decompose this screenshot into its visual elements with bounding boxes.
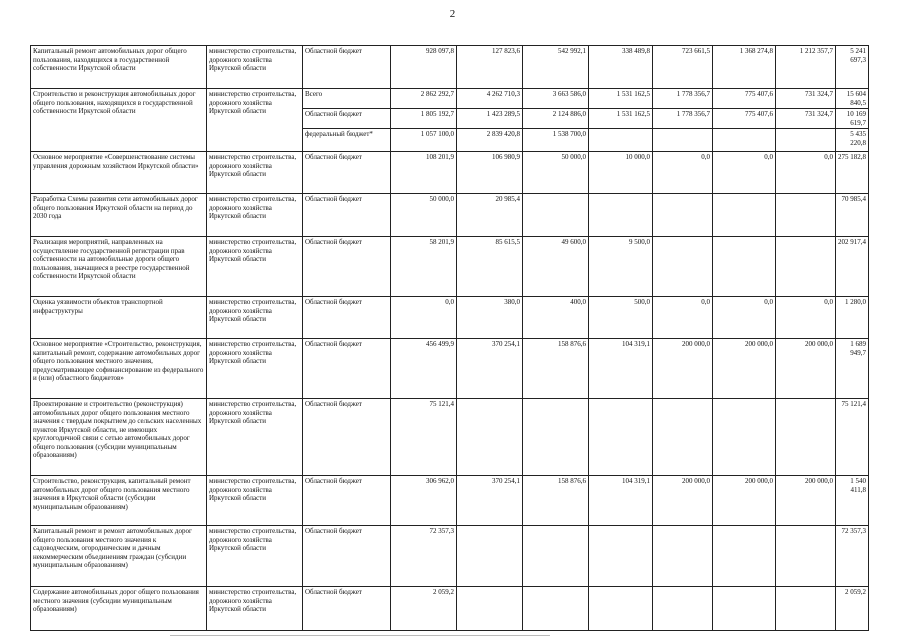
- funding-source-cell: Областной бюджет: [303, 297, 391, 339]
- year-value-cell: [776, 526, 836, 587]
- year-value-cell: 731 324,7: [776, 89, 836, 109]
- year-value-cell: [713, 526, 776, 587]
- year-value-cell: 20 985,4: [457, 194, 523, 237]
- year-value-cell: 49 600,0: [523, 237, 589, 297]
- total-value-cell: 275 182,8: [836, 152, 869, 194]
- year-value-cell: [457, 587, 523, 631]
- year-value-cell: 1 778 356,7: [653, 89, 713, 109]
- funding-source-cell: Областной бюджет: [303, 194, 391, 237]
- year-value-cell: 338 489,8: [589, 46, 653, 89]
- year-value-cell: 127 823,6: [457, 46, 523, 89]
- year-value-cell: 2 862 292,7: [391, 89, 457, 109]
- total-value-cell: 15 604 840,5: [836, 89, 869, 109]
- year-value-cell: [589, 526, 653, 587]
- year-value-cell: 200 000,0: [713, 339, 776, 399]
- year-value-cell: [457, 526, 523, 587]
- year-value-cell: 1 212 357,7: [776, 46, 836, 89]
- year-value-cell: [713, 237, 776, 297]
- total-value-cell: 1 280,0: [836, 297, 869, 339]
- table-row: [31, 237, 869, 297]
- year-value-cell: 370 254,1: [457, 476, 523, 526]
- year-value-cell: [776, 399, 836, 476]
- year-value-cell: [713, 129, 776, 152]
- year-value-cell: 104 319,1: [589, 476, 653, 526]
- total-value-cell: 1 689 949,7: [836, 339, 869, 399]
- year-value-cell: [713, 399, 776, 476]
- year-value-cell: 1 538 700,0: [523, 129, 589, 152]
- year-value-cell: 0,0: [653, 297, 713, 339]
- executor-cell: министерство строительства, дорожного хозяйства Иркутской области: [207, 237, 303, 297]
- executor-cell: министерство строительства, дорожного хозяйства Иркутской области: [207, 476, 303, 526]
- year-value-cell: [589, 587, 653, 631]
- budget-table: [30, 45, 869, 631]
- year-value-cell: [653, 237, 713, 297]
- year-value-cell: 104 319,1: [589, 339, 653, 399]
- year-value-cell: 542 992,1: [523, 46, 589, 89]
- funding-source-cell: Областной бюджет: [303, 339, 391, 399]
- scan-edge-line: [170, 635, 550, 636]
- year-value-cell: 2 124 886,0: [523, 109, 589, 129]
- year-value-cell: 75 121,4: [391, 399, 457, 476]
- table-row: [31, 526, 869, 587]
- table-row: [31, 399, 869, 476]
- year-value-cell: 2 059,2: [391, 587, 457, 631]
- table-row: [31, 152, 869, 194]
- year-value-cell: 1 778 356,7: [653, 109, 713, 129]
- table-row: [31, 339, 869, 399]
- table-row: [31, 194, 869, 237]
- year-value-cell: 200 000,0: [776, 339, 836, 399]
- table-row: [31, 476, 869, 526]
- year-value-cell: [776, 194, 836, 237]
- year-value-cell: 380,0: [457, 297, 523, 339]
- year-value-cell: 0,0: [776, 297, 836, 339]
- executor-cell: министерство строительства, дорожного хозяйства Иркутской области: [207, 194, 303, 237]
- executor-cell: министерство строительства, дорожного хозяйства Иркутской области: [207, 399, 303, 476]
- year-value-cell: 106 980,9: [457, 152, 523, 194]
- activity-name-cell: Разработка Схемы развития сети автомобильных дорог общего пользования Иркутской области на период до 2030 года: [31, 194, 207, 237]
- year-value-cell: 1 368 274,8: [713, 46, 776, 89]
- executor-cell: министерство строительства, дорожного хозяйства Иркутской области: [207, 152, 303, 194]
- funding-source-cell: Областной бюджет: [303, 152, 391, 194]
- funding-source-cell: федеральный бюджет*: [303, 129, 391, 152]
- total-value-cell: 10 169 619,7: [836, 109, 869, 129]
- year-value-cell: 72 357,3: [391, 526, 457, 587]
- activity-name-cell: Строительство и реконструкция автомобильных дорог общего пользования, находящихся в государственной собственности Иркутской области: [31, 89, 207, 152]
- funding-source-cell: Областной бюджет: [303, 109, 391, 129]
- year-value-cell: [653, 587, 713, 631]
- activity-name-cell: Содержание автомобильных дорог общего пользования местного значения (субсидии муниципальным образованиям): [31, 587, 207, 631]
- year-value-cell: [589, 194, 653, 237]
- year-value-cell: [776, 237, 836, 297]
- year-value-cell: [713, 194, 776, 237]
- year-value-cell: 723 661,5: [653, 46, 713, 89]
- total-value-cell: 1 540 411,8: [836, 476, 869, 526]
- year-value-cell: 2 839 420,8: [457, 129, 523, 152]
- year-value-cell: [776, 129, 836, 152]
- year-value-cell: 1 805 192,7: [391, 109, 457, 129]
- table-row: [31, 89, 869, 109]
- year-value-cell: 58 201,9: [391, 237, 457, 297]
- activity-name-cell: Реализация мероприятий, направленных на осуществление государственной регистрации прав собственности на автомобильные дороги общего пользования, значащиеся в реестре государственной собственности Иркутской области: [31, 237, 207, 297]
- year-value-cell: [523, 587, 589, 631]
- year-value-cell: 731 324,7: [776, 109, 836, 129]
- total-value-cell: 2 059,2: [836, 587, 869, 631]
- year-value-cell: 9 500,0: [589, 237, 653, 297]
- year-value-cell: 500,0: [589, 297, 653, 339]
- year-value-cell: [589, 399, 653, 476]
- year-value-cell: 1 423 289,5: [457, 109, 523, 129]
- executor-cell: министерство строительства, дорожного хозяйства Иркутской области: [207, 89, 303, 152]
- table-row: [31, 587, 869, 631]
- funding-source-cell: Областной бюджет: [303, 476, 391, 526]
- year-value-cell: 200 000,0: [776, 476, 836, 526]
- year-value-cell: 928 097,8: [391, 46, 457, 89]
- year-value-cell: 50 000,0: [523, 152, 589, 194]
- funding-source-cell: Областной бюджет: [303, 237, 391, 297]
- funding-source-cell: Областной бюджет: [303, 526, 391, 587]
- activity-name-cell: Строительство, реконструкция, капитальный ремонт автомобильных дорог общего пользования местного значения в Иркутской области (субсидии муниципальным образованиям): [31, 476, 207, 526]
- executor-cell: министерство строительства, дорожного хозяйства Иркутской области: [207, 297, 303, 339]
- year-value-cell: 370 254,1: [457, 339, 523, 399]
- year-value-cell: 200 000,0: [653, 339, 713, 399]
- year-value-cell: 200 000,0: [713, 476, 776, 526]
- year-value-cell: [713, 587, 776, 631]
- year-value-cell: 0,0: [776, 152, 836, 194]
- total-value-cell: 72 357,3: [836, 526, 869, 587]
- year-value-cell: 0,0: [653, 152, 713, 194]
- year-value-cell: 775 407,6: [713, 109, 776, 129]
- year-value-cell: 0,0: [391, 297, 457, 339]
- total-value-cell: 202 917,4: [836, 237, 869, 297]
- year-value-cell: [457, 399, 523, 476]
- year-value-cell: 0,0: [713, 152, 776, 194]
- year-value-cell: [653, 194, 713, 237]
- funding-source-cell: Областной бюджет: [303, 46, 391, 89]
- year-value-cell: 1 057 100,0: [391, 129, 457, 152]
- funding-source-cell: Областной бюджет: [303, 399, 391, 476]
- year-value-cell: 306 962,0: [391, 476, 457, 526]
- total-value-cell: 5 435 220,8: [836, 129, 869, 152]
- total-value-cell: 75 121,4: [836, 399, 869, 476]
- year-value-cell: [776, 587, 836, 631]
- table-row: [31, 46, 869, 89]
- year-value-cell: 108 201,9: [391, 152, 457, 194]
- year-value-cell: [523, 526, 589, 587]
- year-value-cell: 400,0: [523, 297, 589, 339]
- year-value-cell: 158 876,6: [523, 339, 589, 399]
- page-number: 2: [449, 8, 456, 20]
- executor-cell: министерство строительства, дорожного хозяйства Иркутской области: [207, 587, 303, 631]
- year-value-cell: 1 531 162,5: [589, 109, 653, 129]
- year-value-cell: 10 000,0: [589, 152, 653, 194]
- table-row: [31, 297, 869, 339]
- year-value-cell: 50 000,0: [391, 194, 457, 237]
- year-value-cell: [523, 194, 589, 237]
- year-value-cell: [523, 399, 589, 476]
- scan-edge: [0, 632, 905, 640]
- funding-source-cell: Областной бюджет: [303, 587, 391, 631]
- year-value-cell: 775 407,6: [713, 89, 776, 109]
- executor-cell: министерство строительства, дорожного хозяйства Иркутской области: [207, 339, 303, 399]
- budget-table-body: [31, 46, 869, 631]
- activity-name-cell: Капитальный ремонт автомобильных дорог общего пользования, находящихся в государственной собственности Иркутской области: [31, 46, 207, 89]
- activity-name-cell: Проектирование и строительство (реконструкция) автомобильных дорог общего пользования местного значения с твердым покрытием до сельских населенных пунктов Иркутской области, не имеющих круглогодичной связи с сетью автомобильных дорог общего пользования (субсидии муниципальным образованиям): [31, 399, 207, 476]
- year-value-cell: 158 876,6: [523, 476, 589, 526]
- year-value-cell: 4 262 710,3: [457, 89, 523, 109]
- executor-cell: министерство строительства, дорожного хозяйства Иркутской области: [207, 46, 303, 89]
- activity-name-cell: Основное мероприятие «Строительство, реконструкция, капитальный ремонт, содержание автомобильных дорог общего пользования местного значения, предусматривающее софинансирование из федерального и (или) областного бюджетов»: [31, 339, 207, 399]
- year-value-cell: 85 615,5: [457, 237, 523, 297]
- year-value-cell: 1 531 162,5: [589, 89, 653, 109]
- activity-name-cell: Капитальный ремонт и ремонт автомобильных дорог общего пользования местного значения к садоводческим, огородническим и дачным некоммерческим объединениям граждан (субсидии муниципальным образованиям): [31, 526, 207, 587]
- year-value-cell: 456 499,9: [391, 339, 457, 399]
- activity-name-cell: Оценка уязвимости объектов транспортной инфраструктуры: [31, 297, 207, 339]
- year-value-cell: [653, 129, 713, 152]
- activity-name-cell: Основное мероприятие «Совершенствование системы управления дорожным хозяйством Иркутской области»: [31, 152, 207, 194]
- year-value-cell: 3 663 586,0: [523, 89, 589, 109]
- funding-source-cell: Всего: [303, 89, 391, 109]
- year-value-cell: [653, 526, 713, 587]
- year-value-cell: 0,0: [713, 297, 776, 339]
- total-value-cell: 70 985,4: [836, 194, 869, 237]
- year-value-cell: [653, 399, 713, 476]
- executor-cell: министерство строительства, дорожного хозяйства Иркутской области: [207, 526, 303, 587]
- year-value-cell: 200 000,0: [653, 476, 713, 526]
- year-value-cell: [589, 129, 653, 152]
- total-value-cell: 5 241 697,3: [836, 46, 869, 89]
